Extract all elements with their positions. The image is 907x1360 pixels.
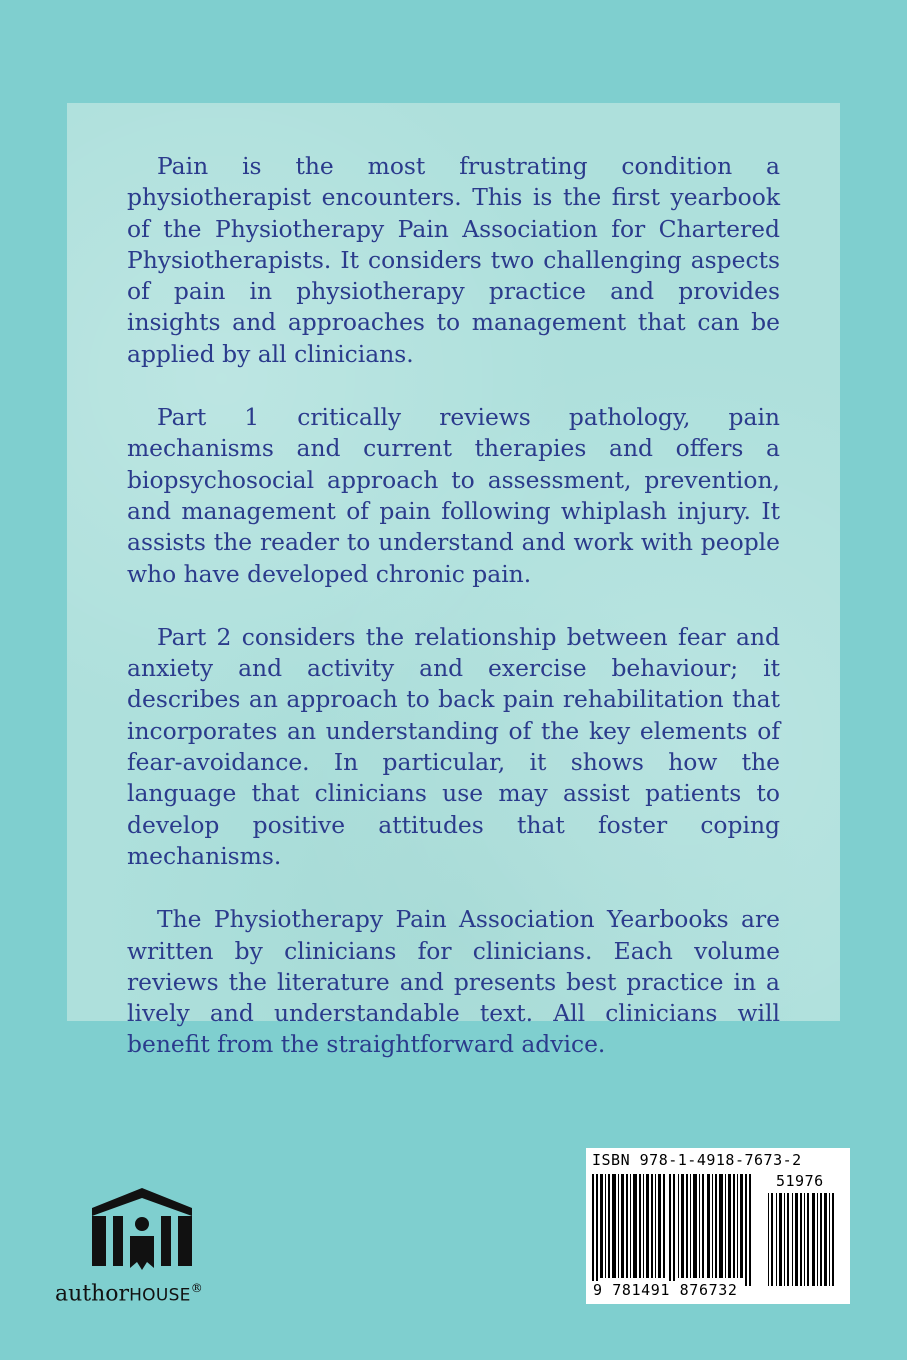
addon-barcode-bars [766, 1193, 838, 1286]
blurb-paragraph-1: Pain is the most frustrating condition a physiotherapist encounters. This is the first yearbook of the Physiotherapy Pain Association for Chartered Physiotherapists. It considers two challenging aspects of pain in physiotherapy practice and provides insights and approaches to management that can be applied by all clinicians. [127, 152, 780, 368]
blurb-paragraph-2: Part 1 critically reviews pathology, pain mechanisms and current therapies and offers a biopsychosocial approach to assessment, prevention, and management of pain following whiplash injury. It assists the reader to understand and work with people who have developed chronic pain. [127, 403, 780, 588]
ean-barcode-bars [590, 1174, 760, 1286]
isbn-barcode [586, 1148, 850, 1304]
publisher-name: authorHOUSE® [55, 1281, 203, 1307]
blurb-paragraph-4: The Physiotherapy Pain Association Yearbooks are written by clinicians for clinicians. Each volume reviews the literature and presents best practice in a lively and understandable text. All clinicians will benefit from the straightforward advice. [127, 905, 780, 1059]
publisher-logo [55, 1186, 245, 1316]
isbn-label: ISBN 978-1-4918-7673-2 [592, 1151, 802, 1169]
price-code: 51976 [776, 1172, 824, 1190]
book-house-icon [87, 1186, 197, 1278]
blurb-panel [67, 103, 840, 1059]
blurb-text [127, 151, 780, 1061]
barcode-digits: 9 781491 876732 [593, 1281, 738, 1299]
blurb-paragraph-3: Part 2 considers the relationship between fear and anxiety and activity and exercise behaviour; it describes an approach to back pain rehabilitation that incorporates an understanding of the key elements of fear-avoidance. In particular, it shows how the language that clinicians use may assist patients to develop positive attitudes that foster coping mechanisms. [127, 622, 780, 870]
